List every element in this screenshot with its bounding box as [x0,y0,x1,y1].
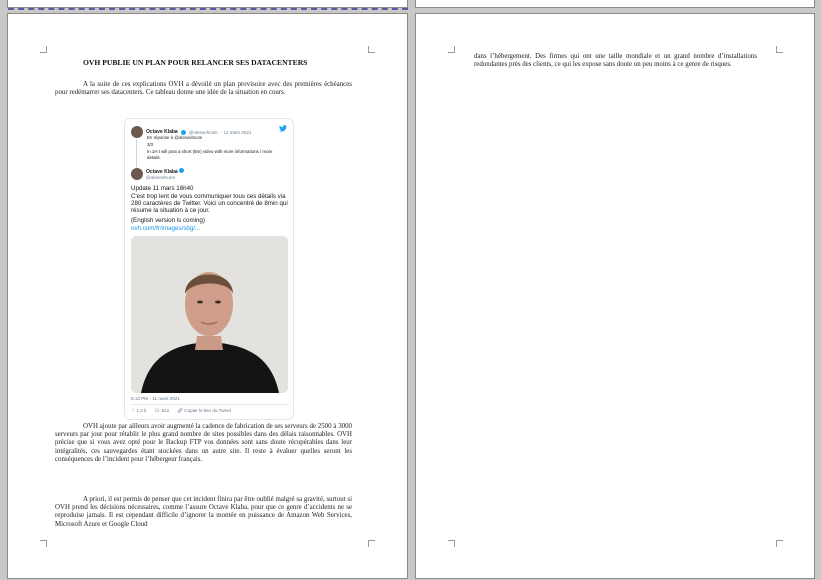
avatar[interactable] [131,168,143,180]
margin-mark-top-right [776,46,783,53]
author-name[interactable]: Octave Klaba [146,169,178,175]
verified-badge-icon [179,168,184,173]
margin-mark-top-left [448,46,455,53]
parent-handle: @olesovhcom [188,129,218,135]
paragraph-servers[interactable]: OVH ajoute par ailleurs avoir augmenté la cadence de fabrication de ses serveurs de 2500 à 3000 serveurs par jour pour rétablir le plus grand nombre de sites possibles dans des délais raisonnables. OVH précise que si vous avez opté pour le Backup FTP vos données sont sans doute récupérables dans leur intégralités, ces sauvegardes étant stockées dans un autre site. Il reste à évaluer quelles seront les conséquences de l’incident pour l’hébergeur français. [55,423,352,463]
page-break-marker [8,8,408,10]
person-video-frame [131,236,288,393]
divider [131,404,289,405]
margin-mark-bottom-left [40,540,47,547]
embedded-tweet-image[interactable] [124,118,294,420]
tweet-actions [131,408,231,414]
tweet-update-line: Update 11 mars 16h40 [131,185,194,192]
avatar[interactable] [131,126,143,138]
parent-author-name[interactable]: Octave Klaba [146,129,178,135]
tweet-link[interactable]: ovh.com/fr/images/sbg/... [131,225,201,232]
parent-index: 3/3 [147,142,154,147]
like-count: 1,2 k [136,408,147,413]
margin-mark-bottom-left [448,540,455,547]
paragraph-conclusion[interactable]: A priori, il est permis de penser que cet incident finira par être oublié malgré sa gravité, surtout si OVH prend les décisions nécessaires, comme l’assure Octave Klaba, pour que ce genre d’accidents ne se reproduise jamais. Il est cependant difficile d’ignorer la montée en puissance de Amazon Web Services, Microsoft Azure et Google Cloud [55,496,352,528]
previous-page-right-edge [415,0,815,8]
verified-badge-icon [181,130,186,135]
like-button[interactable]: ♡ 1,2 k [131,408,147,413]
paragraph-intro[interactable]: A la suite de ces explications OVH a dévoilé un plan provisoire avec des premières échéances pour redémarrer ses datacenters. Ce tableau donne une idée de la situation en cours. [55,81,352,97]
right-page[interactable] [415,13,815,579]
parent-date: · 11 mars 2021 [220,129,252,135]
author-handle: @olesovhcom [146,175,176,180]
margin-mark-bottom-right [368,540,375,547]
reply-count: 612 [161,408,170,413]
margin-mark-top-right [368,46,375,53]
margin-mark-top-left [40,46,47,53]
margin-mark-bottom-right [776,540,783,547]
tweet-timestamp: 5:13 PM · 11 mars 2021 [131,396,180,401]
twitter-bird-icon [279,125,287,132]
copy-link-label: Copier le lien du Tweet [184,408,231,413]
parent-reply-to: En réponse à @olesovhcom [147,135,203,140]
reply-button[interactable]: 💬︎ 612 [154,408,170,413]
paragraph-continued[interactable]: dans l’hébergement. Des firmes qui ont une taille mondiale et un grand nombre d’installations redondantes près des clients, ce qui les expose sans doute un peu moins à ce genre de risques. [474,53,757,69]
tweet-body: C'est trop lent de vous communiquer tous ces détails via 280 caractères de Twitter. Voici un concentré de 8min qui résume la situation à ce jour. [131,193,288,215]
tweet-video-thumbnail[interactable] [131,236,288,393]
tweet-body-paren: (English version is coming) [131,217,205,224]
tweet-header [131,168,184,180]
copy-link-button[interactable]: 🔗︎ Copier le lien du Tweet [177,408,231,413]
parent-text: In 1H I will post a short (8m) video with more informations / more details. [147,149,273,160]
previous-page-left-edge [7,0,408,8]
document-title[interactable]: OVH PUBLIE UN PLAN POUR RELANCER SES DATACENTERS [83,58,308,67]
